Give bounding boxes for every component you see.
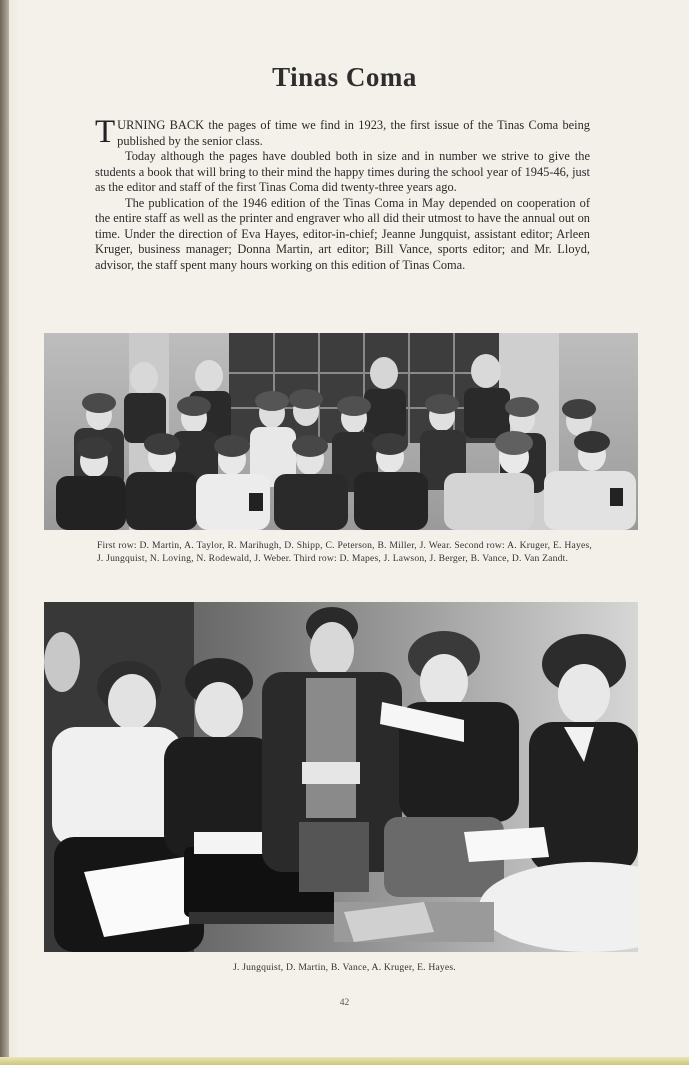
paragraph-3: The publication of the 1946 edition of the Tinas Coma in May depended on cooperation of the entire staff as well as the printer and engraver who all did their utmost to have the annual out on time. Under the direction of Eva Hayes, editor-in-chief; Jeanne Jungquist, assistant editor; Arleen Kruger, business manager; Donna Martin, art editor; Bill Vance, sports editor; and Mr. Lloyd, advisor, the staff spent many hours working on this edition of Tinas Coma. xyxy=(95,195,590,272)
group-photo-image xyxy=(44,333,638,530)
staff-group-photo xyxy=(44,333,638,530)
group-photo-caption: First row: D. Martin, A. Taylor, R. Marihugh, D. Shipp, C. Peterson, B. Miller, J. Wear. Second row: A. Kruger, E. Hayes, J. Jungquist, N. Loving, N. Rodewald, J. Weber. Third row: D. Mapes, J. Lawson, J. Berger, B. Vance, D. Van Zandt. xyxy=(97,540,592,564)
page-title: Tinas Coma xyxy=(272,62,417,92)
staff-photo-image xyxy=(44,602,638,952)
page-binding xyxy=(0,0,9,1065)
drop-cap: T xyxy=(95,114,116,150)
staff-working-photo xyxy=(44,602,638,952)
page-bottom-edge xyxy=(0,1057,689,1065)
paragraph-2: Today although the pages have doubled both in size and in number we strive to give the students a book that will bring to their mind the happy times during the school year of 1945-46, just as the editor and staff of the first Tinas Coma did twenty-three years ago. xyxy=(95,149,590,194)
article-body xyxy=(95,114,590,273)
staff-photo-caption: J. Jungquist, D. Martin, B. Vance, A. Kruger, E. Hayes. xyxy=(233,962,456,973)
paragraph-1 xyxy=(95,114,590,150)
paragraph-1-text: URNING BACK the pages of time we find in 1923, the first issue of the Tinas Coma being published by the senior class. xyxy=(117,118,590,148)
page-number: 42 xyxy=(339,998,350,1008)
